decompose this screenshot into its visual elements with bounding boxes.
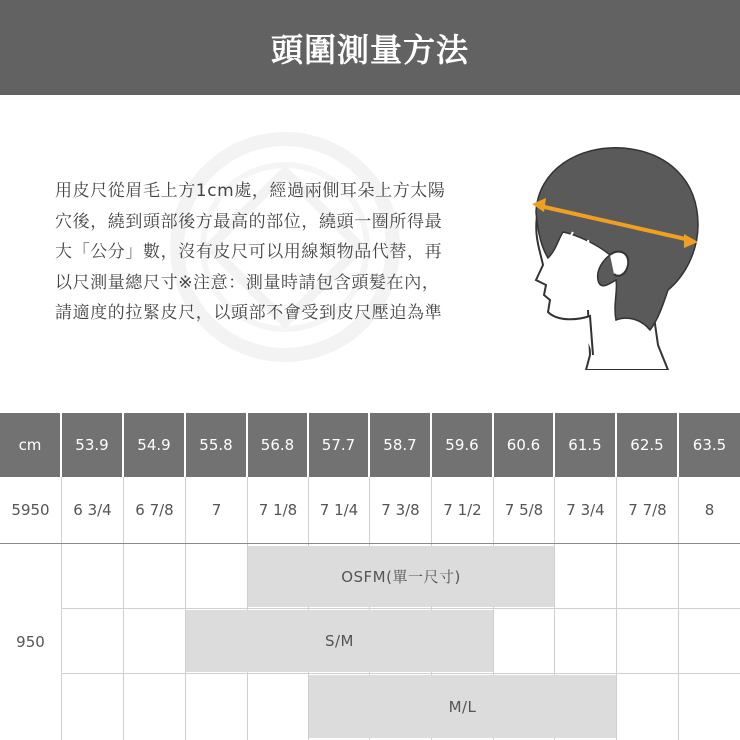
size-value-cell: 7	[186, 477, 248, 543]
header-unit-cell: cm	[0, 413, 62, 477]
size-value-cell: 7 1/2	[432, 477, 494, 543]
instruction-line: 大「公分」數，沒有皮尺可以用線類物品代替，再	[55, 242, 443, 262]
osfm-size-range: OSFM(單一尺寸)	[248, 546, 554, 607]
sub-row-divider	[62, 608, 740, 609]
column-divider	[616, 544, 617, 740]
header-cm-cell: 57.7	[309, 413, 370, 477]
header-cm-cell: 59.6	[432, 413, 494, 477]
sm-size-range: S/M	[186, 610, 493, 672]
sub-row-divider	[62, 673, 740, 674]
size-value-cell: 7 7/8	[617, 477, 679, 543]
instruction-line: 穴後，繞到頭部後方最高的部位，繞頭一圈所得最	[55, 211, 443, 232]
ml-size-range: M/L	[309, 675, 616, 738]
size-5950-row	[0, 477, 740, 543]
instruction-line: 請適度的拉緊皮尺，以頭部不會受到皮尺壓迫為準	[55, 303, 443, 323]
size-value-cell: 7 3/8	[370, 477, 432, 543]
instruction-line: 用皮尺從眉毛上方1cm處，經過兩側耳朵上方太陽	[55, 181, 446, 201]
size-value-cell: 8	[704, 501, 715, 519]
size-950-section	[0, 544, 740, 740]
header-cm-cell: 62.5	[617, 413, 679, 477]
table-header-row	[0, 413, 740, 477]
header-cm-cell: 55.8	[186, 413, 248, 477]
instruction-line: 以尺測量總尺寸※注意：測量時請包含頭髮在內，	[55, 272, 440, 293]
header-cm-cell: 53.9	[62, 413, 124, 477]
size-value-cell: 7 1/8	[248, 477, 309, 543]
header-cm-cell: 60.6	[494, 413, 555, 477]
title-banner	[0, 0, 740, 95]
header-cm-cell: 54.9	[124, 413, 186, 477]
header-cm-cell: 61.5	[555, 413, 617, 477]
size-value-cell: 7 3/4	[555, 477, 617, 543]
head-measurement-illustration	[518, 140, 723, 370]
column-divider	[123, 544, 124, 740]
header-cm-cell: 56.8	[248, 413, 309, 477]
header-cm-cell: 58.7	[370, 413, 432, 477]
size-value-cell: 6 3/4	[62, 477, 124, 543]
row-label-cell: 950	[0, 544, 62, 740]
row-label-cell: 5950	[0, 477, 62, 543]
size-value-cell: 6 7/8	[124, 477, 186, 543]
size-value-cell: 7 1/4	[309, 477, 370, 543]
measurement-instructions	[55, 176, 485, 329]
page-title: 頭圍測量方法	[270, 30, 469, 69]
column-divider	[678, 544, 679, 740]
header-cm-cell: 63.5	[679, 413, 740, 477]
size-value-cell: 7 5/8	[494, 477, 555, 543]
